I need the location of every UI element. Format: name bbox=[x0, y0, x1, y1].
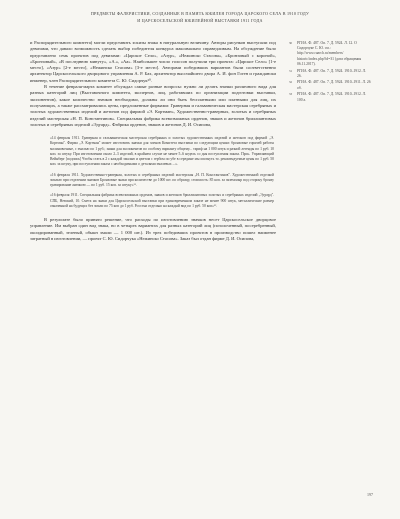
quote-2: «16 февраля 1911. Художественно-граверная, золотых и серебряных изделий мастерская „Н. П. Константинов". Художественной отделкой эмалью при отделении значков Бронзовые знаки при количестве до 1000 шт. по образцу, стоимость: 85 коп. за экземпляр под сторону бронзу гравирование антикою — по 1 руб. 15 коп. за штуку»³¹. bbox=[50, 172, 274, 188]
running-header bbox=[30, 11, 370, 24]
body-paragraph-2: В течение февраля-марта комитет обсуждал самые разные вопросы: нужно ли делать значки различного вида для разных категорий лиц (Выставочного комитета, экспертов, лиц, работавших по организации подготовки выставки, экспонентов), какое количество значков необходимо, должны ли они быть бесплатными или платными для лиц, их получающих, а также рассматривались цены, предложенные фирмами: Граверная и гальваническая мастерская серебряных и золотых художественных изделий и жетонов под фирмой «Э. Кортман», Художественно-граверных, золотых и серебряных изделий мастерская «Н. П. Константинов». Специальная фабрика всевозможных орденов, знаков и жетонов бриллиантовых золотых и серебряных изделий «Эдуард». Фабрика орденов, знаков и жетонов Д. И. Осипова, bbox=[30, 84, 276, 127]
page-number: 197 bbox=[367, 492, 373, 497]
header-line-1: ПРЕДМЕТЫ ФАЛЕРИСТИКИ, СОЗДАННЫЕ В ПАМЯТЬ ЮБИЛЕЯ ГОРОДА ЦАРСКОГО СЕЛА В 1910 ГОДУ bbox=[90, 11, 310, 16]
footnote-text: РГИА. Ф. 487. Оп. 7. Д. 5924. 1910–1912. Л. 100 а. bbox=[297, 92, 367, 102]
main-text-column bbox=[30, 40, 276, 242]
footnote-number: 33 bbox=[289, 92, 292, 97]
footnote-number: 30 bbox=[289, 41, 292, 45]
footnote-number: 32 bbox=[289, 80, 292, 85]
footnote-33 bbox=[289, 92, 371, 102]
footnote-30 bbox=[289, 41, 371, 67]
footnote-text: РГИА. Ф. 487. Оп. 7. Д. 5924. Л. 12. О Сидорчуке С. Ю. см.: http://www.ruarch.ru/members/ historic/index.php?id=31 (дата обращения 06.11.2017). bbox=[297, 41, 362, 66]
quote-1: «14 февраля 1911. Граверная и гальваническая мастерская серебряных и золотых художественных изделий и жетонов под фирмой „Э. Кортман". Фирма „Э. Кортман" может изготовить значки для членов Комитета выставки по следующим ценам: бронзовые горячей работы малиновочные, с эмалью по 1 руб.; знаки для экспонентов по особому варианту общему... тариф на 1 000 штук и разной легенды по 1 руб. 10 коп. за штуку. При изготовлении около 2–3 изделий, в крайнем случае не менее 5–6 недель со дня поступления заказа. При». Управляющий Вейнберг [подпись] Чтобы стать в 2 с каждой эмалью и цветом с гербом по убе в середине мы изогнуть то. рекомендуемые цены по 1 руб. 50 коп. за штуку, при поступлении заказа с необходимыми о деталями эмалевых ...». bbox=[50, 136, 274, 167]
quote-3: «16 февраля 1911. Специальная фабрика всевозможных орденов, знаков и жетонов бриллиантовых золотых и серебряных изделий „Эдуард". СПБ, Невский, 10. Смета на знаки для Царскосельской выставки при единовременном заказе не менее 900 штук, металлические размер означенной на будущих без эмали по 75 коп до 1 руб. Росстна отдельно на каждый вид по 1 руб. 50 коп»³². bbox=[50, 193, 274, 208]
header-line-2: И ЦАРСКОСЕЛЬСКОЙ ЮБИЛЕЙНОЙ ВЫСТАВКИ 1911 ГОДА bbox=[137, 17, 263, 23]
footnote-text: РГИА. Ф. 487. Оп. 7. Д. 5924. 1910–1912. Л. 26. bbox=[297, 68, 367, 78]
footnote-32 bbox=[289, 80, 371, 90]
body-paragraph-3: В результате было принято решение, что расходы по изготовлению значков несет Царскосельское дворцовое управление. Им выбран один вид знака, но в четырех вариантах для разных категорий лиц (позолоченный, посеребренный, оксидированный, зеленый, обыкн эмали — 1 000 шт.). Из трех победивших проектов в производство пошел наименее затратный в изготовлении, — проект С. Ю. Сидорчука «Нежинско Стасова». Заказ был отдан фирме Д. И. Осипова, bbox=[30, 217, 276, 242]
footnote-text: РГИА. Ф. 487. Оп. 7. Д. 5924. 1910–1911. Л. 26 об. bbox=[297, 80, 371, 90]
margin-notes bbox=[289, 41, 371, 104]
footnote-number: 31 bbox=[289, 68, 292, 73]
footnote-31 bbox=[289, 69, 371, 79]
body-paragraph-1: и Распорядительного комитета) могли представить эскизы знака в натуральную величину. Авторы рисунков выступали под девизами, что давало возможность сделать выбор победителя конкурса максимально справедливым. На обсуждение было представлено семь проектов под девизами: «Царское Село», «Азур», «Нежинско Стасова», «Бронзовый с короной», «Бронзовый», «В последнюю минуту», «А.», «Аа». Наибольшее число голосов получили три проекта: «Царское Село» [1-е место], «Азур» [2-е место], «Нежинско Стасова» [3-е место]. Авторами победивших вариантов были соответственно архитектор Царскосельского дворцового управления А. Р. Бах, архитектор высочайшего двора А. И. фон Гоген и граждански инженер, член Распорядительного комитета С. Ю. Сидорчук³⁰. bbox=[30, 40, 276, 83]
archival-quote-block bbox=[50, 136, 274, 209]
